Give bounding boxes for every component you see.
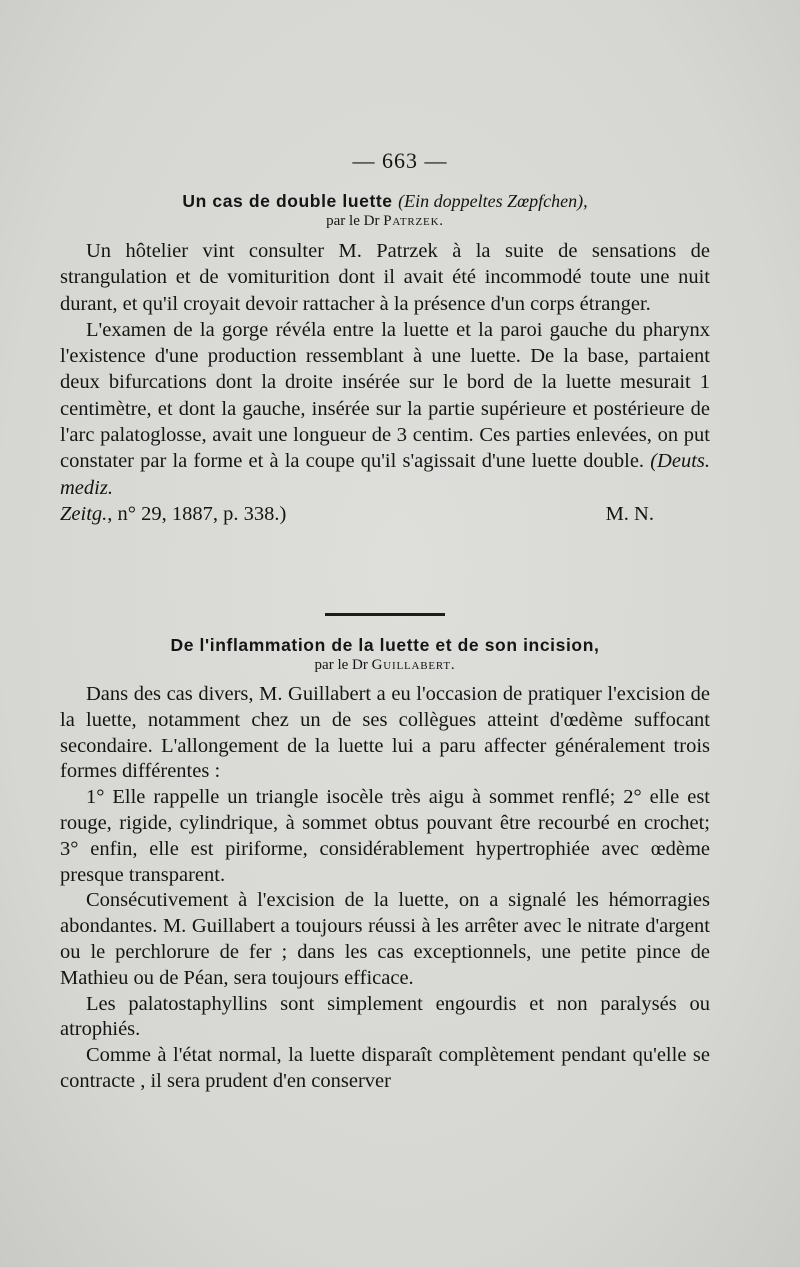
signature: M. N. <box>605 502 654 525</box>
paragraph-text: L'examen de la gorge révéla entre la luette et la paroi gauche du pharynx l'existence d'une production ressemblant à une luette. De la base, partaient deux bifurcations dont la droite insérée sur le bord de la luette mesurait 1 centimètre, et dont la gauche, insérée sur la partie supérieure et postérieure de l'arc palatoglosse, avait une longueur de 3 centim. Ces parties enlevées, on put constater par la forme et à la coupe qu'il s'agissait d'une luette double. <box>60 318 710 473</box>
page-number: — 663 — <box>352 148 448 173</box>
paragraph: Consécutivement à l'excision de la luette, on a signalé les hémorragies abondantes. M. Guillabert a toujours réussi à les arrêter avec le nitrate d'argent ou le perchlorure de fer ; dans les cas exceptionnels, une petite pince de Mathieu ou de Péan, sera toujours efficace. <box>60 889 710 989</box>
citation-journal-cont: Zeitg. <box>60 502 108 525</box>
article-double-luette <box>60 190 710 527</box>
paragraph: Comme à l'état normal, la luette disparaît complètement pendant qu'elle se contracte , il sera prudent d'en conserver <box>60 1044 710 1092</box>
paragraph: Dans des cas divers, M. Guillabert a eu l'occasion de pratiquer l'excision de la luette, notamment chez un de ses collègues atteint d'œdème suffocant secondaire. L'allongement de la luette lui a paru affecter généralement trois formes différentes : <box>60 683 710 783</box>
paragraph: Un hôtelier vint consulter M. Patrzek à la suite de sensations de strangulation et de vomiturition dont il avait été incommodé toute une nuit durant, et qu'il croyait devoir rattacher à la présence d'un corps étranger. <box>60 240 710 315</box>
byline <box>60 212 710 230</box>
article-inflammation-luette <box>60 634 710 1095</box>
citation-ref: , n° 29, 1887, p. 338.) <box>107 502 287 525</box>
article-title: De l'inflammation de la luette et de son incision, <box>170 635 600 655</box>
citation-line <box>60 501 710 527</box>
byline <box>60 656 710 674</box>
title-bold: Un cas de double luette <box>182 191 393 211</box>
paragraph <box>60 317 710 501</box>
title-german: (Ein doppeltes Zœpfchen), <box>398 191 588 211</box>
byline-author: Patrzek. <box>383 213 444 229</box>
byline-author: Guillabert. <box>371 657 456 673</box>
paragraph: 1° Elle rappelle un triangle isocèle très aigu à sommet renflé; 2° elle est rouge, rigide, cylindrique, à sommet obtus pouvant être recourbé en crochet; 3° enfin, elle est piriforme, considérablement hypertrophiée avec œdème presque transparent. <box>60 786 710 886</box>
article-title <box>60 190 710 212</box>
paragraph: Les palatostaphyllins sont simplement engourdis et non paralysés ou atrophiés. <box>60 992 710 1041</box>
byline-prefix: par le Dr <box>314 657 368 673</box>
citation-journal: (Deuts. mediz. <box>60 450 710 499</box>
section-divider <box>325 613 445 616</box>
byline-prefix: par le Dr <box>326 213 380 229</box>
